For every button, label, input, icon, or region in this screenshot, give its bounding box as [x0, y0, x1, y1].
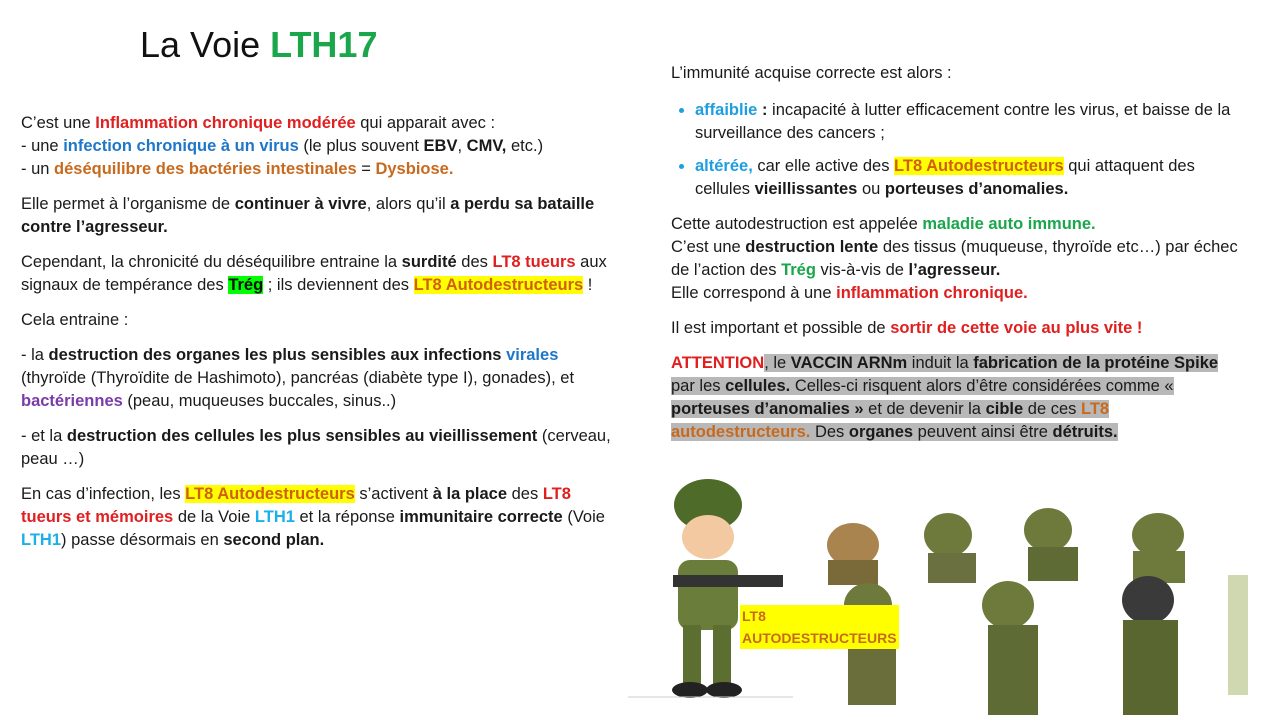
soldier-large [628, 479, 793, 698]
paragraph-intro: C’est une Inflammation chronique modérée qui apparait avec : - une infection chronique à un virus (le plus souvent EBV, CMV, etc.) - un déséquilibre des bactéries intestinales = Dysbiose. [21, 114, 544, 178]
immunity-list [671, 99, 1246, 201]
paragraph-autoimmune: Cette autodestruction est appelée maladie auto immune. C’est une destruction lente des tissus (muqueuse, thyroïde etc…) par échec de l’action des Trég vis-à-vis de l’agresseur. Elle correspond à une inflammation chronique. [671, 215, 1238, 302]
soldiers-illustration [628, 475, 1268, 720]
page-title: La Voie LTH17 [140, 24, 378, 65]
lt8-label-badge: LT8 AUTODESTRUCTEURS [740, 605, 899, 649]
paragraph-exit: Il est important et possible de sortir de cette voie au plus vite ! [671, 319, 1143, 337]
paragraph-immunity-intro: L’immunité acquise correcte est alors : [671, 64, 952, 82]
right-column [671, 62, 1246, 456]
list-item: • affaiblie : incapacité à lutter efficacement contre les virus, et baisse de la surveillance des cancers ; [695, 99, 1246, 145]
paragraph-cells: - et la destruction des cellules les plus sensibles au vieillissement (cerveau, peau …) [21, 427, 611, 468]
paragraph-consequence: Cela entraine : [21, 311, 129, 329]
left-column [21, 112, 621, 564]
paragraph-infection: En cas d’infection, les LT8 Autodestructeurs s’activent à la place des LT8 tueurs et mémoires de la Voie LTH1 et la réponse immunitaire correcte (Voie LTH1) passe désormais en second plan. [21, 485, 605, 549]
paragraph-attention: ATTENTION, le VACCIN ARNm induit la fabrication de la protéine Spike par les cellules. Celles-ci risquent alors d’être considérées comme « porteuses d’anomalies » et de devenir la cible de ces LT8 autodestructeurs. Des organes peuvent ainsi être détruits. [671, 354, 1219, 441]
paragraph-chronicity: Cependant, la chronicité du déséquilibre entraine la surdité des LT8 tueurs aux signaux de tempérance des Trég ; ils deviennent des LT8 Autodestructeurs ! [21, 253, 607, 294]
paragraph-organs: - la destruction des organes les plus sensibles aux infections virales (thyroïde (Thyroïdite de Hashimoto), pancréas (diabète type I), gonades), et bactériennes (peau, muqueuses buccales, sinus..) [21, 346, 575, 410]
list-item: • altérée, car elle active des LT8 Autodestructeurs qui attaquent des cellules vieillissantes ou porteuses d’anomalies. [695, 155, 1246, 201]
paragraph-survival: Elle permet à l’organisme de continuer à vivre, alors qu’il a perdu sa bataille contre l’agresseur. [21, 195, 595, 236]
